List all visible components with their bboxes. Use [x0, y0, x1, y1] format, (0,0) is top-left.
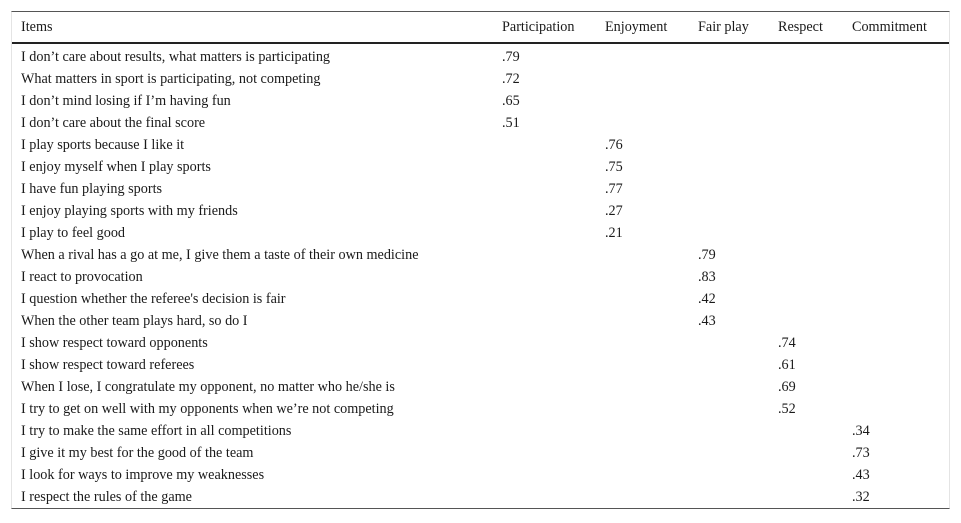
item-cell: When I lose, I congratulate my opponent, no matter who he/she is [21, 378, 395, 395]
fair-play-loading-cell [698, 420, 778, 442]
item-cell: I play sports because I like it [21, 136, 185, 153]
enjoyment-loading-cell [605, 442, 698, 464]
commitment-loading-cell [852, 354, 949, 376]
item-cell: I respect the rules of the game [21, 488, 192, 505]
item-cell: I show respect toward opponents [21, 334, 208, 351]
header-items: Items [12, 12, 502, 43]
table-row [12, 420, 949, 442]
commitment-loading-cell [852, 398, 949, 420]
item-cell: I enjoy playing sports with my friends [21, 202, 238, 219]
participation-loading-cell: .79 [502, 48, 520, 65]
respect-loading-cell: .69 [778, 378, 796, 395]
table-row [12, 244, 949, 266]
respect-loading-cell [778, 442, 852, 464]
fair-play-loading-cell: .42 [698, 290, 716, 307]
commitment-loading-cell [852, 178, 949, 200]
participation-loading-cell [502, 200, 605, 222]
item-cell: I try to get on well with my opponents when we’re not competing [21, 400, 394, 417]
enjoyment-loading-cell: .21 [605, 224, 623, 241]
enjoyment-loading-cell [605, 310, 698, 332]
participation-loading-cell [502, 486, 605, 508]
respect-loading-cell [778, 178, 852, 200]
factor-loadings-table [12, 12, 949, 508]
table-row [12, 222, 949, 244]
respect-loading-cell [778, 134, 852, 156]
header-respect: Respect [778, 12, 852, 43]
item-cell: I play to feel good [21, 224, 126, 241]
table-row [12, 156, 949, 178]
fair-play-loading-cell [698, 442, 778, 464]
commitment-loading-cell [852, 68, 949, 90]
table-row [12, 112, 949, 134]
table-row [12, 486, 949, 508]
participation-loading-cell: .72 [502, 70, 520, 87]
respect-loading-cell [778, 486, 852, 508]
respect-loading-cell [778, 200, 852, 222]
respect-loading-cell: .52 [778, 400, 796, 417]
table-header [12, 12, 949, 43]
commitment-loading-cell [852, 288, 949, 310]
respect-loading-cell [778, 288, 852, 310]
item-cell: What matters in sport is participating, not competing [21, 70, 321, 87]
respect-loading-cell [778, 244, 852, 266]
commitment-loading-cell [852, 376, 949, 398]
enjoyment-loading-cell [605, 288, 698, 310]
enjoyment-loading-cell [605, 420, 698, 442]
enjoyment-loading-cell [605, 332, 698, 354]
participation-loading-cell [502, 156, 605, 178]
participation-loading-cell: .65 [502, 92, 520, 109]
table-row [12, 200, 949, 222]
respect-loading-cell [778, 310, 852, 332]
fair-play-loading-cell: .83 [698, 268, 716, 285]
respect-loading-cell: .74 [778, 334, 796, 351]
commitment-loading-cell [852, 90, 949, 112]
fair-play-loading-cell [698, 376, 778, 398]
respect-loading-cell [778, 90, 852, 112]
item-cell: I try to make the same effort in all competitions [21, 422, 292, 439]
enjoyment-loading-cell [605, 112, 698, 134]
table-row [12, 310, 949, 332]
participation-loading-cell [502, 288, 605, 310]
table-row [12, 398, 949, 420]
item-cell: I question whether the referee's decision is fair [21, 290, 286, 307]
participation-loading-cell [502, 398, 605, 420]
table-row [12, 43, 949, 68]
header-participation: Participation [502, 12, 605, 43]
commitment-loading-cell [852, 244, 949, 266]
participation-loading-cell [502, 244, 605, 266]
table-row [12, 332, 949, 354]
enjoyment-loading-cell [605, 376, 698, 398]
enjoyment-loading-cell [605, 464, 698, 486]
table-row [12, 134, 949, 156]
enjoyment-loading-cell [605, 68, 698, 90]
respect-loading-cell [778, 112, 852, 134]
enjoyment-loading-cell [605, 266, 698, 288]
header-commitment: Commitment [852, 12, 949, 43]
item-cell: I don’t mind losing if I’m having fun [21, 92, 231, 109]
item-cell: I enjoy myself when I play sports [21, 158, 211, 175]
table-row [12, 266, 949, 288]
respect-loading-cell [778, 464, 852, 486]
enjoyment-loading-cell: .76 [605, 136, 623, 153]
commitment-loading-cell: .73 [852, 444, 870, 461]
participation-loading-cell [502, 420, 605, 442]
fair-play-loading-cell [698, 134, 778, 156]
fair-play-loading-cell: .43 [698, 312, 716, 329]
commitment-loading-cell: .32 [852, 488, 870, 505]
table-row [12, 464, 949, 486]
table-row [12, 442, 949, 464]
respect-loading-cell [778, 420, 852, 442]
fair-play-loading-cell [698, 68, 778, 90]
respect-loading-cell [778, 68, 852, 90]
commitment-loading-cell [852, 156, 949, 178]
fair-play-loading-cell [698, 398, 778, 420]
item-cell: I don’t care about results, what matters is participating [21, 48, 331, 65]
enjoyment-loading-cell [605, 43, 698, 68]
fair-play-loading-cell [698, 156, 778, 178]
table-row [12, 354, 949, 376]
commitment-loading-cell [852, 134, 949, 156]
fair-play-loading-cell [698, 464, 778, 486]
item-cell: I look for ways to improve my weaknesses [21, 466, 265, 483]
commitment-loading-cell [852, 310, 949, 332]
commitment-loading-cell [852, 266, 949, 288]
commitment-loading-cell: .34 [852, 422, 870, 439]
fair-play-loading-cell [698, 486, 778, 508]
enjoyment-loading-cell [605, 90, 698, 112]
participation-loading-cell [502, 442, 605, 464]
enjoyment-loading-cell [605, 354, 698, 376]
commitment-loading-cell [852, 112, 949, 134]
participation-loading-cell: .51 [502, 114, 520, 131]
commitment-loading-cell: .43 [852, 466, 870, 483]
item-cell: When the other team plays hard, so do I [21, 312, 248, 329]
table-row [12, 288, 949, 310]
fair-play-loading-cell [698, 43, 778, 68]
fair-play-loading-cell [698, 178, 778, 200]
table-body [12, 43, 949, 508]
item-cell: I don’t care about the final score [21, 114, 206, 131]
item-cell: When a rival has a go at me, I give them a taste of their own medicine [21, 246, 419, 263]
fair-play-loading-cell [698, 200, 778, 222]
enjoyment-loading-cell: .77 [605, 180, 623, 197]
header-enjoyment: Enjoyment [605, 12, 698, 43]
enjoyment-loading-cell: .75 [605, 158, 623, 175]
respect-loading-cell [778, 156, 852, 178]
participation-loading-cell [502, 464, 605, 486]
commitment-loading-cell [852, 200, 949, 222]
enjoyment-loading-cell [605, 486, 698, 508]
commitment-loading-cell [852, 222, 949, 244]
commitment-loading-cell [852, 43, 949, 68]
fair-play-loading-cell [698, 112, 778, 134]
respect-loading-cell: .61 [778, 356, 796, 373]
fair-play-loading-cell [698, 354, 778, 376]
table-row [12, 376, 949, 398]
table-row [12, 90, 949, 112]
participation-loading-cell [502, 178, 605, 200]
enjoyment-loading-cell: .27 [605, 202, 623, 219]
header-row [12, 12, 949, 43]
participation-loading-cell [502, 376, 605, 398]
participation-loading-cell [502, 222, 605, 244]
enjoyment-loading-cell [605, 244, 698, 266]
participation-loading-cell [502, 310, 605, 332]
respect-loading-cell [778, 43, 852, 68]
fair-play-loading-cell [698, 90, 778, 112]
item-cell: I give it my best for the good of the team [21, 444, 254, 461]
respect-loading-cell [778, 266, 852, 288]
factor-loadings-table-container [11, 11, 950, 509]
item-cell: I have fun playing sports [21, 180, 163, 197]
fair-play-loading-cell [698, 222, 778, 244]
item-cell: I show respect toward referees [21, 356, 195, 373]
item-cell: I react to provocation [21, 268, 143, 285]
participation-loading-cell [502, 134, 605, 156]
participation-loading-cell [502, 332, 605, 354]
participation-loading-cell [502, 266, 605, 288]
table-row [12, 68, 949, 90]
header-fair-play: Fair play [698, 12, 778, 43]
fair-play-loading-cell [698, 332, 778, 354]
fair-play-loading-cell: .79 [698, 246, 716, 263]
enjoyment-loading-cell [605, 398, 698, 420]
participation-loading-cell [502, 354, 605, 376]
table-row [12, 178, 949, 200]
respect-loading-cell [778, 222, 852, 244]
commitment-loading-cell [852, 332, 949, 354]
